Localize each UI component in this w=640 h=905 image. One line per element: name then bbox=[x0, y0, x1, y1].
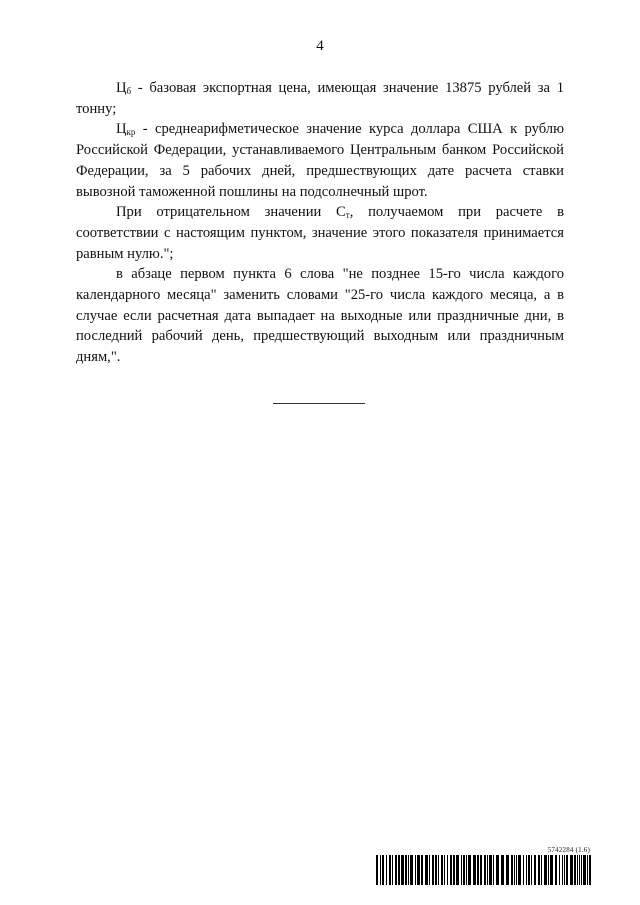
page-number: 4 bbox=[316, 38, 324, 54]
barcode bbox=[376, 855, 592, 885]
paragraph-exchange-rate: $Ц_{кр}$ - среднеарифметическое значение курса доллара США к рублю Российской Федерации, устанавливаемого Центральным банком Российской Федерации, за 5 рабочих дней, предшествующих дате расчета ставки вывозной таможенной пошлины на подсолнечный шрот. bbox=[76, 121, 564, 200]
paragraph-amendment: в абзаце первом пункта 6 слова "не позднее 15-го числа каждого календарного месяца" заменить словами "25-го числа каждого месяца, а в случае если расчетная дата выпадает на выходные или праздничные дни, в последний рабочий день, предшествующий выходным или праздничным дням,". bbox=[76, 266, 564, 366]
paragraph-base-price: $Ц_б$ - базовая экспортная цена, имеющая значение 13875 рублей за 1 тонну; bbox=[76, 80, 564, 117]
document-body bbox=[76, 78, 564, 368]
paragraph-negative-value: При отрицательном значении $С_т$, получаемом при расчете в соответствии с настоящим пунктом, значение этого показателя принимается равным нулю."; bbox=[76, 204, 564, 262]
end-divider bbox=[273, 403, 365, 404]
barcode-label: 5742284 (1.6) bbox=[547, 846, 590, 854]
